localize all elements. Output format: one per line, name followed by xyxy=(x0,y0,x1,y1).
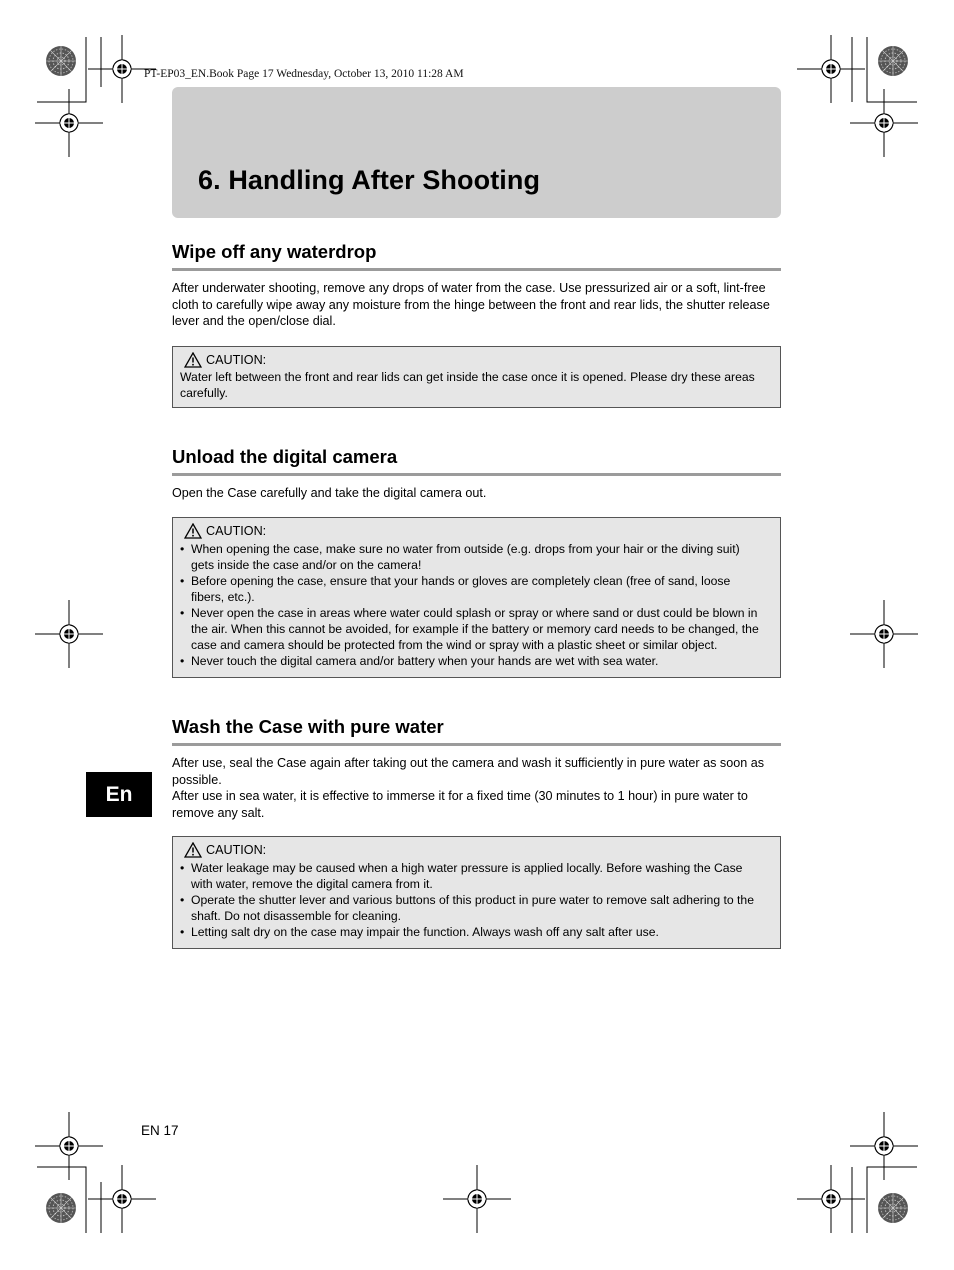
caution-header xyxy=(173,351,780,368)
caution-item: • When opening the case, make sure no water from outside (e.g. drops from your hair or the diving suit) gets inside the case and/or on the camera! xyxy=(180,542,762,573)
caution-item: • Operate the shutter lever and various buttons of this product in pure water to remove salt adhering to the shaft. Do not disassemble for cleaning. xyxy=(180,893,762,924)
section-wipe-waterdrop xyxy=(172,241,781,330)
section-body: After use in sea water, it is effective to immerse it for a fixed time (30 minutes to 1 hour) in pure water to remove any salt. xyxy=(172,789,748,820)
page-number: EN 17 xyxy=(141,1123,179,1138)
section-body: After underwater shooting, remove any drops of water from the case. Use pressurized air or a soft, lint-free cloth to carefully wipe away any moisture from the hinge between the front and rear lids, the shutter release lever and the open/close dial. xyxy=(172,281,770,329)
caution-label: CAUTION: xyxy=(206,842,267,857)
print-header: PT-EP03_EN.Book Page 17 Wednesday, October 13, 2010 11:28 AM xyxy=(144,68,464,80)
caution-item: • Water leakage may be caused when a high water pressure is applied locally. Before washing the Case with water, remove the digital camera from it. xyxy=(180,861,762,892)
section-heading: Wash the Case with pure water xyxy=(172,716,781,746)
language-tab: En xyxy=(86,772,152,817)
warning-triangle-icon xyxy=(184,842,202,858)
section-heading: Wipe off any waterdrop xyxy=(172,241,781,271)
section-heading: Unload the digital camera xyxy=(172,446,781,476)
caution-text: Water left between the front and rear lids can get inside the case once it is opened. Please dry these areas carefully. xyxy=(180,370,755,400)
caution-box xyxy=(172,346,781,408)
caution-header xyxy=(173,522,780,539)
caution-item: • Letting salt dry on the case may impair the function. Always wash off any salt after use. xyxy=(180,925,762,941)
caution-header xyxy=(173,841,780,858)
section-body: After use, seal the Case again after taking out the camera and wash it sufficiently in pure water as soon as possible. xyxy=(172,756,765,787)
caution-item: • Never open the case in areas where water could splash or spray or where sand or dust could be blown in the air. When this cannot be avoided, for example if the battery or memory card needs to be changed, the case and camera should be protected from the wind or spray with a plastic sheet or similar object. xyxy=(180,606,762,653)
caution-label: CAUTION: xyxy=(206,352,267,367)
warning-triangle-icon xyxy=(184,352,202,368)
chapter-banner xyxy=(172,87,781,218)
section-wash-case xyxy=(172,716,781,821)
section-unload-camera xyxy=(172,446,781,502)
caution-label: CAUTION: xyxy=(206,523,267,538)
caution-item: • Never touch the digital camera and/or battery when your hands are wet with sea water. xyxy=(180,654,762,670)
chapter-title: 6. Handling After Shooting xyxy=(198,165,541,195)
section-body: Open the Case carefully and take the digital camera out. xyxy=(172,486,487,500)
caution-box xyxy=(172,836,781,949)
caution-list xyxy=(180,861,770,941)
warning-triangle-icon xyxy=(184,523,202,539)
caution-item: • Before opening the case, ensure that your hands or gloves are completely clean (free of sand, loose fibers, etc.). xyxy=(180,574,762,605)
caution-list xyxy=(180,542,770,670)
caution-box xyxy=(172,517,781,678)
